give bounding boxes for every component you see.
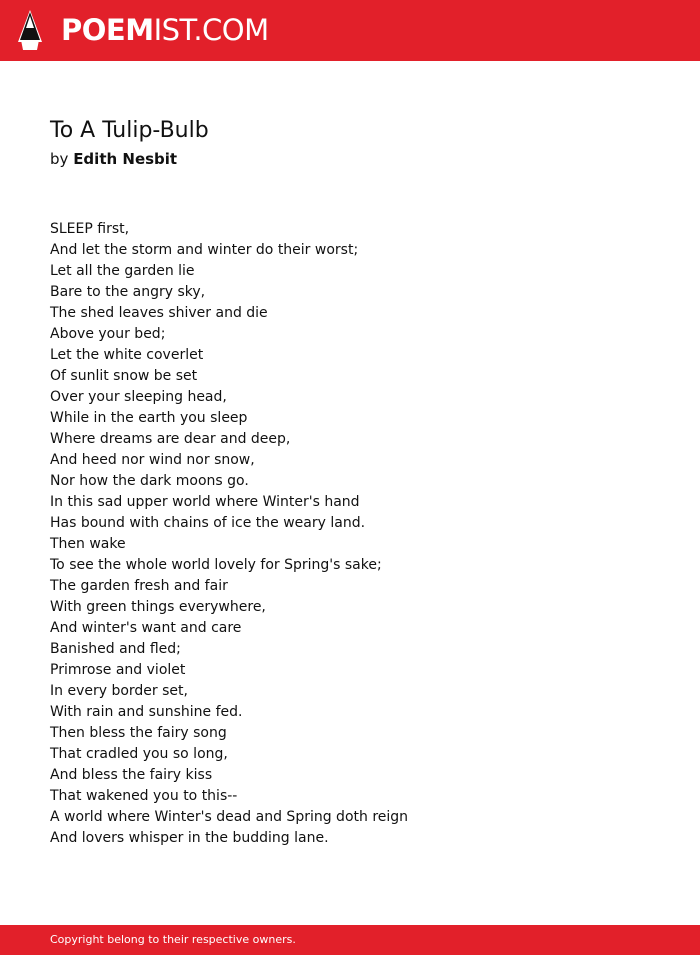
poem-line: In every border set, bbox=[50, 683, 188, 699]
poem-line: Nor how the dark moons go. bbox=[50, 473, 249, 489]
by-label: by bbox=[50, 150, 69, 168]
byline bbox=[50, 148, 177, 170]
poem-line: Then bless the fairy song bbox=[50, 725, 227, 741]
poem-line: The shed leaves shiver and die bbox=[50, 305, 268, 321]
copyright-text: Copyright belong to their respective owners. bbox=[50, 933, 296, 946]
poem-line: In this sad upper world where Winter's hand bbox=[50, 494, 360, 510]
poem-line: Banished and fled; bbox=[50, 641, 181, 657]
poem-line: Over your sleeping head, bbox=[50, 389, 227, 405]
site-logo[interactable] bbox=[61, 10, 269, 50]
poem-body bbox=[50, 219, 650, 849]
pencil-icon bbox=[18, 10, 42, 50]
poem-line: Has bound with chains of ice the weary land. bbox=[50, 515, 366, 531]
site-footer bbox=[0, 925, 700, 955]
poem-line: That wakened you to this-- bbox=[50, 788, 238, 804]
poem-line: And lovers whisper in the budding lane. bbox=[50, 830, 329, 846]
poem-line: To see the whole world lovely for Spring's sake; bbox=[50, 557, 382, 573]
poem-line: That cradled you so long, bbox=[50, 746, 228, 762]
author-name: Edith Nesbit bbox=[73, 150, 178, 168]
logo-light-text: IST.COM bbox=[153, 13, 269, 47]
poem-line: The garden fresh and fair bbox=[50, 578, 228, 594]
poem-line: While in the earth you sleep bbox=[50, 410, 248, 426]
poem-line: A world where Winter's dead and Spring doth reign bbox=[50, 809, 409, 825]
poem-line: Bare to the angry sky, bbox=[50, 284, 206, 300]
poem-line: Where dreams are dear and deep, bbox=[50, 431, 291, 447]
poem-line: SLEEP first, bbox=[50, 221, 130, 237]
poem-line: And let the storm and winter do their worst; bbox=[50, 242, 359, 258]
poem-line: Let the white coverlet bbox=[50, 347, 204, 363]
poem-line: Of sunlit snow be set bbox=[50, 368, 198, 384]
poem-line: And winter's want and care bbox=[50, 620, 242, 636]
poem-line: Then wake bbox=[50, 536, 126, 552]
poem-line: Let all the garden lie bbox=[50, 263, 195, 279]
poem-line: And bless the fairy kiss bbox=[50, 767, 213, 783]
poem-line: Above your bed; bbox=[50, 326, 166, 342]
poem-title: To A Tulip-Bulb bbox=[50, 118, 209, 143]
poem-line: And heed nor wind nor snow, bbox=[50, 452, 255, 468]
site-header bbox=[0, 0, 700, 61]
logo-bold-text: POEM bbox=[61, 13, 154, 47]
poem-line: With green things everywhere, bbox=[50, 599, 266, 615]
poem-line: Primrose and violet bbox=[50, 662, 186, 678]
poem-line: With rain and sunshine fed. bbox=[50, 704, 243, 720]
